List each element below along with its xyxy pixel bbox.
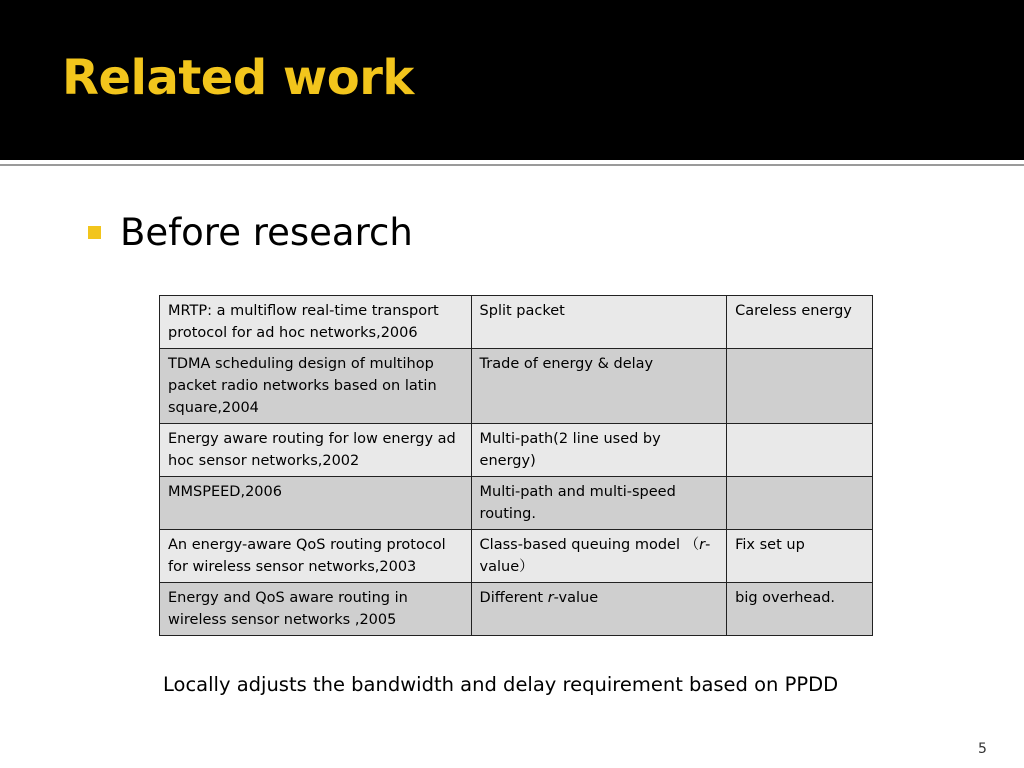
table-row (160, 583, 873, 636)
method-cell: Class-based queuing model （r-value） (471, 530, 727, 583)
bullet-text: Before research (120, 211, 413, 254)
title-divider (0, 160, 1024, 163)
paper-cell: An energy-aware QoS routing protocol for wireless sensor networks,2003 (160, 530, 472, 583)
note-cell (727, 477, 873, 530)
note-cell: big overhead. (727, 583, 873, 636)
method-cell: Different r-value (471, 583, 727, 636)
paper-cell: MMSPEED,2006 (160, 477, 472, 530)
method-cell: Split packet (471, 296, 727, 349)
table-row (160, 530, 873, 583)
table-row (160, 424, 873, 477)
note-cell: Fix set up (727, 530, 873, 583)
page-number: 5 (978, 741, 987, 757)
method-cell: Multi-path(2 line used by energy) (471, 424, 727, 477)
square-bullet-icon (88, 226, 101, 239)
method-cell: Trade of energy & delay (471, 349, 727, 424)
title-bar (0, 0, 1024, 160)
note-cell (727, 424, 873, 477)
table-row (160, 477, 873, 530)
bullet-item (88, 211, 413, 254)
paper-cell: MRTP: a multiflow real-time transport protocol for ad hoc networks,2006 (160, 296, 472, 349)
method-cell: Multi-path and multi-speed routing. (471, 477, 727, 530)
title-divider-shadow (0, 164, 1024, 166)
paper-cell: Energy aware routing for low energy ad hoc sensor networks,2002 (160, 424, 472, 477)
paper-cell: TDMA scheduling design of multihop packet radio networks based on latin square,2004 (160, 349, 472, 424)
note-cell (727, 349, 873, 424)
summary-caption: Locally adjusts the bandwidth and delay requirement based on PPDD (163, 673, 839, 696)
table-row (160, 296, 873, 349)
paper-cell: Energy and QoS aware routing in wireless sensor networks ,2005 (160, 583, 472, 636)
slide-title: Related work (62, 50, 414, 106)
related-work-table (159, 295, 873, 636)
note-cell: Careless energy (727, 296, 873, 349)
table-row (160, 349, 873, 424)
